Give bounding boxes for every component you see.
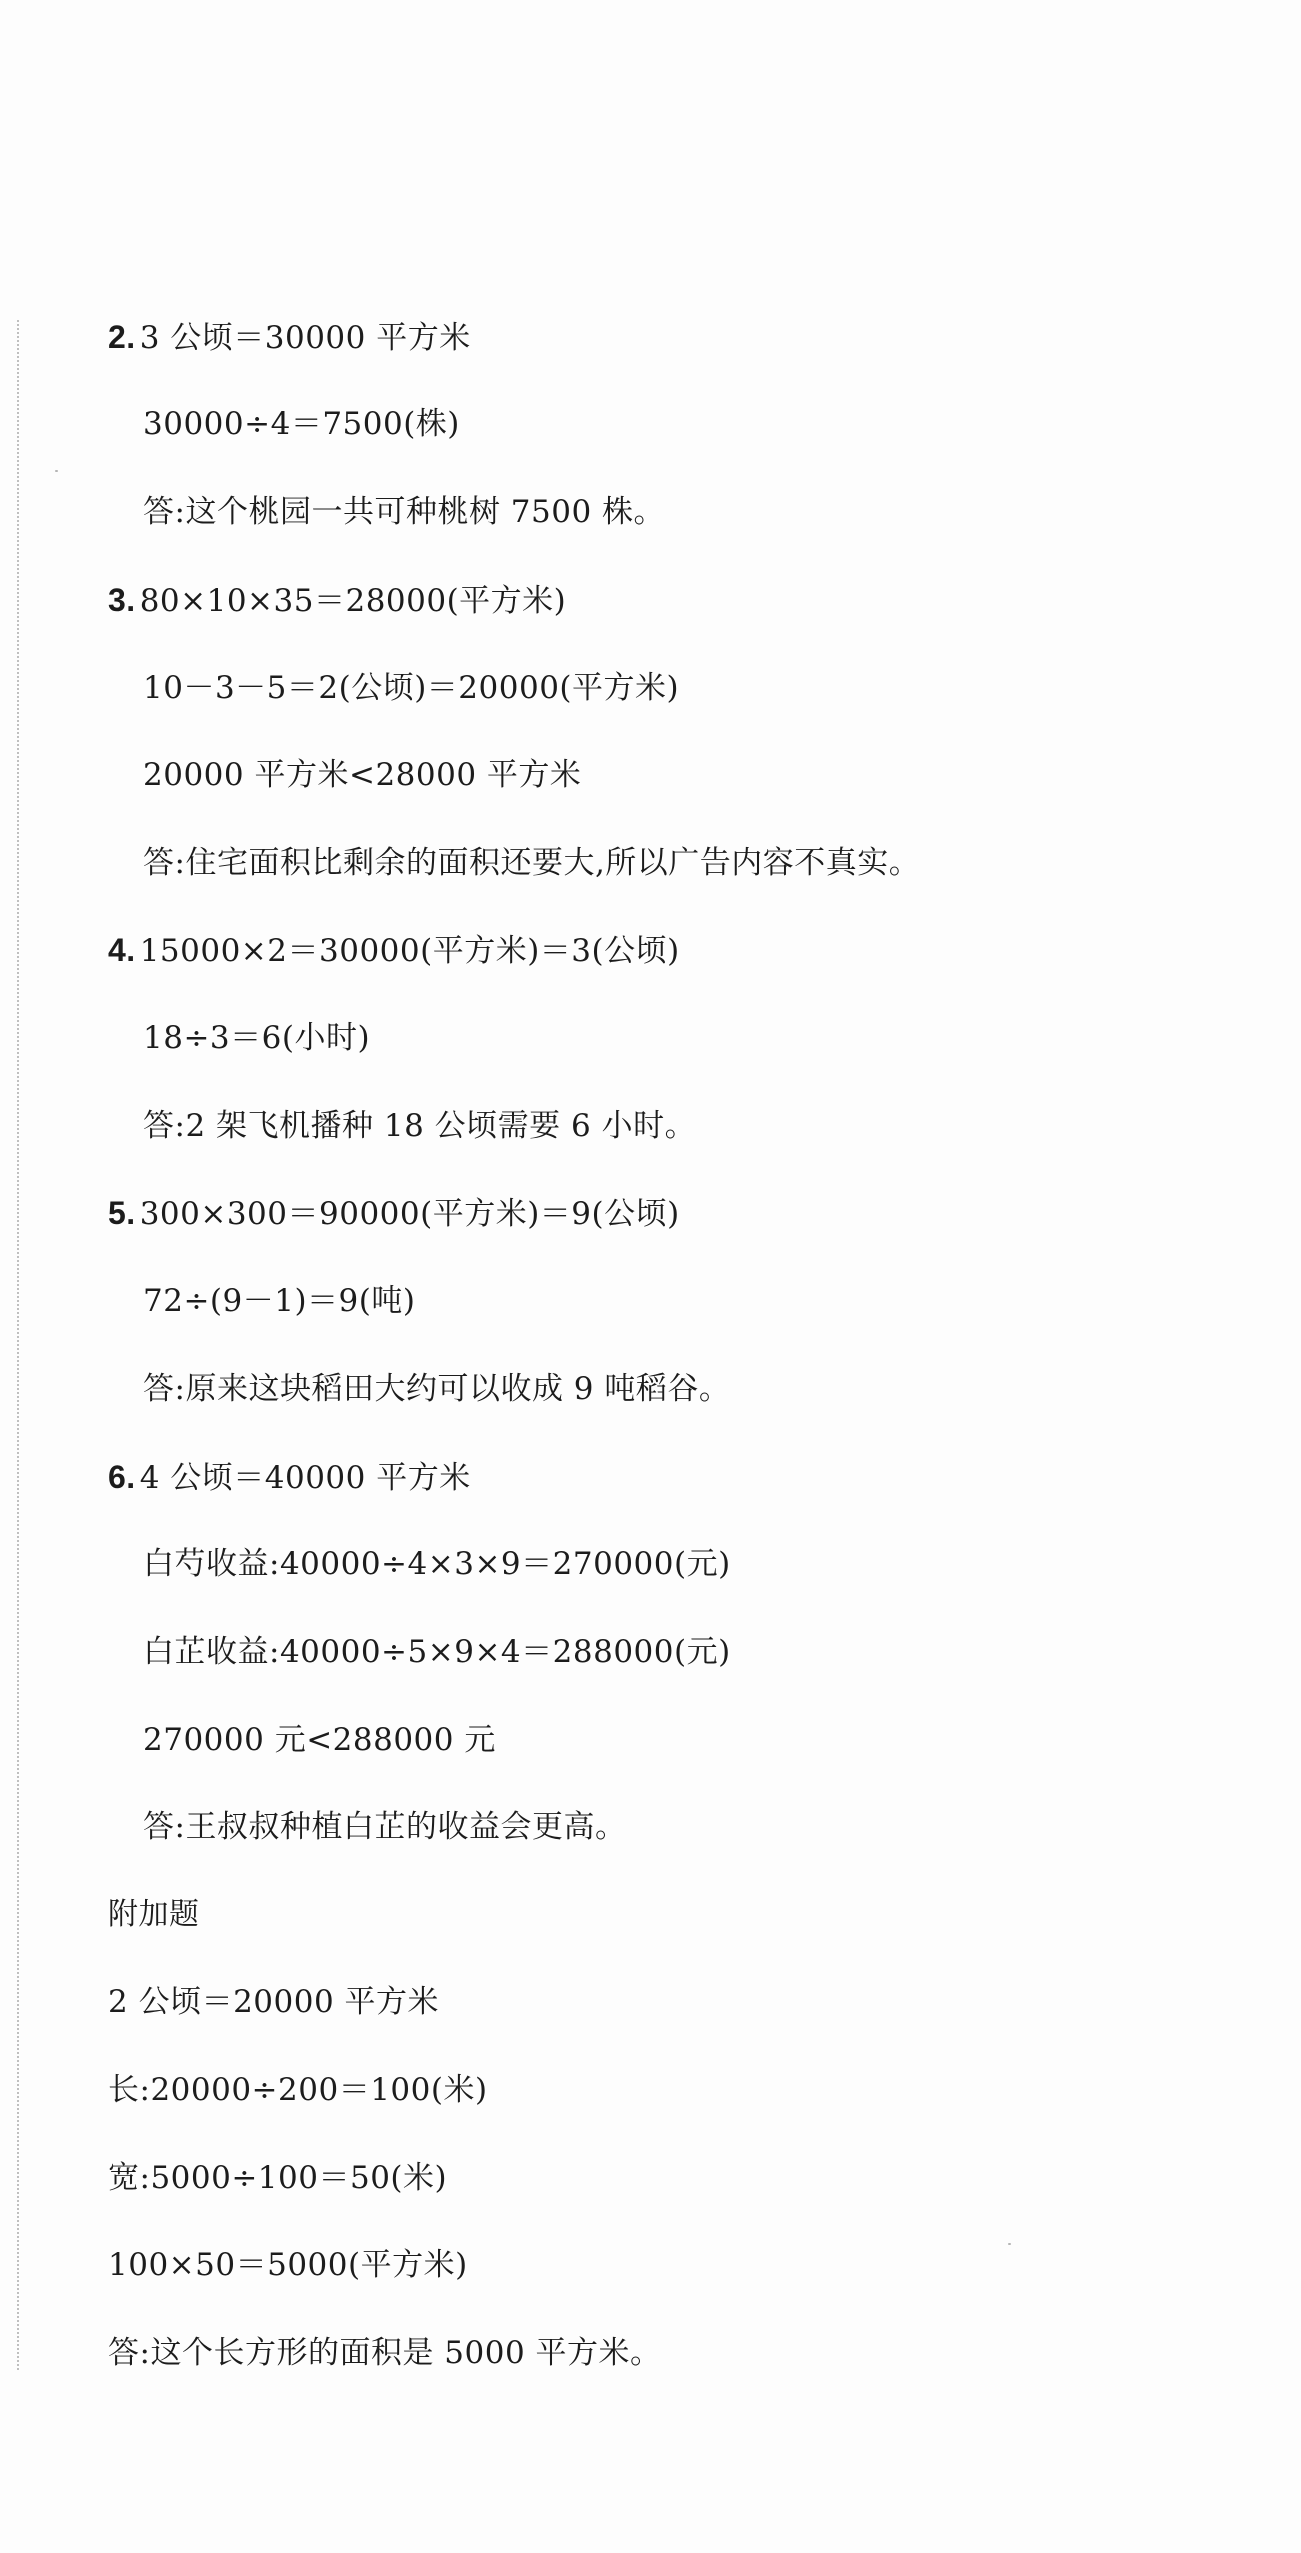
problem-6-line-4: 270000 元<288000 元: [143, 1722, 496, 1758]
problem-3-line-3: 20000 平方米<28000 平方米: [143, 757, 582, 793]
problem-4-line-2: 18÷3＝6(小时): [143, 1020, 371, 1056]
bonus-line-2: 长:20000÷200＝100(米): [108, 2072, 488, 2108]
problem-3-line-2: 10－3－5＝2(公顷)＝20000(平方米): [143, 670, 680, 706]
problem-5-answer: 答:原来这块稻田大约可以收成 9 吨稻谷。: [143, 1371, 731, 1407]
problem-2-line-2: 30000÷4＝7500(株): [143, 406, 460, 442]
problem-6-line-3: 白芷收益:40000÷5×9×4＝288000(元): [143, 1634, 731, 1670]
bonus-answer: 答:这个长方形的面积是 5000 平方米。: [108, 2335, 662, 2371]
problem-6-answer: 答:王叔叔种植白芷的收益会更高。: [143, 1809, 627, 1845]
problem-4-line-1: 4. 15000×2＝30000(平方米)＝3(公顷): [108, 932, 680, 969]
bonus-line-1: 2 公顷＝20000 平方米: [108, 1984, 440, 2020]
problem-3-answer: 答:住宅面积比剩余的面积还要大,所以广告内容不真实。: [143, 845, 921, 881]
problem-2-line-1: 2. 3 公顷＝30000 平方米: [108, 319, 471, 356]
problem-6-line-1: 6. 4 公顷＝40000 平方米: [108, 1459, 471, 1496]
problem-5-line-1: 5. 300×300＝90000(平方米)＝9(公顷): [108, 1195, 680, 1232]
scan-speck: [1008, 2243, 1011, 2245]
problem-number: 6.: [108, 1459, 136, 1495]
problem-5-line-2: 72÷(9－1)＝9(吨): [143, 1283, 416, 1319]
problem-number: 5.: [108, 1195, 136, 1231]
problem-number: 4.: [108, 932, 136, 968]
bonus-line-4: 100×50＝5000(平方米): [108, 2247, 468, 2283]
bonus-line-3: 宽:5000÷100＝50(米): [108, 2160, 448, 2196]
problem-number: 3.: [108, 582, 136, 618]
problem-3-line-1: 3. 80×10×35＝28000(平方米): [108, 582, 567, 619]
problem-2-answer: 答:这个桃园一共可种桃树 7500 株。: [143, 494, 666, 530]
bonus-heading: 附加题: [108, 1897, 200, 1932]
problem-6-line-2: 白芍收益:40000÷4×3×9＝270000(元): [143, 1546, 731, 1582]
scan-speck: [55, 470, 58, 472]
binding-margin-line: [17, 320, 19, 2370]
problem-number: 2.: [108, 319, 136, 355]
problem-4-answer: 答:2 架飞机播种 18 公顷需要 6 小时。: [143, 1108, 697, 1144]
